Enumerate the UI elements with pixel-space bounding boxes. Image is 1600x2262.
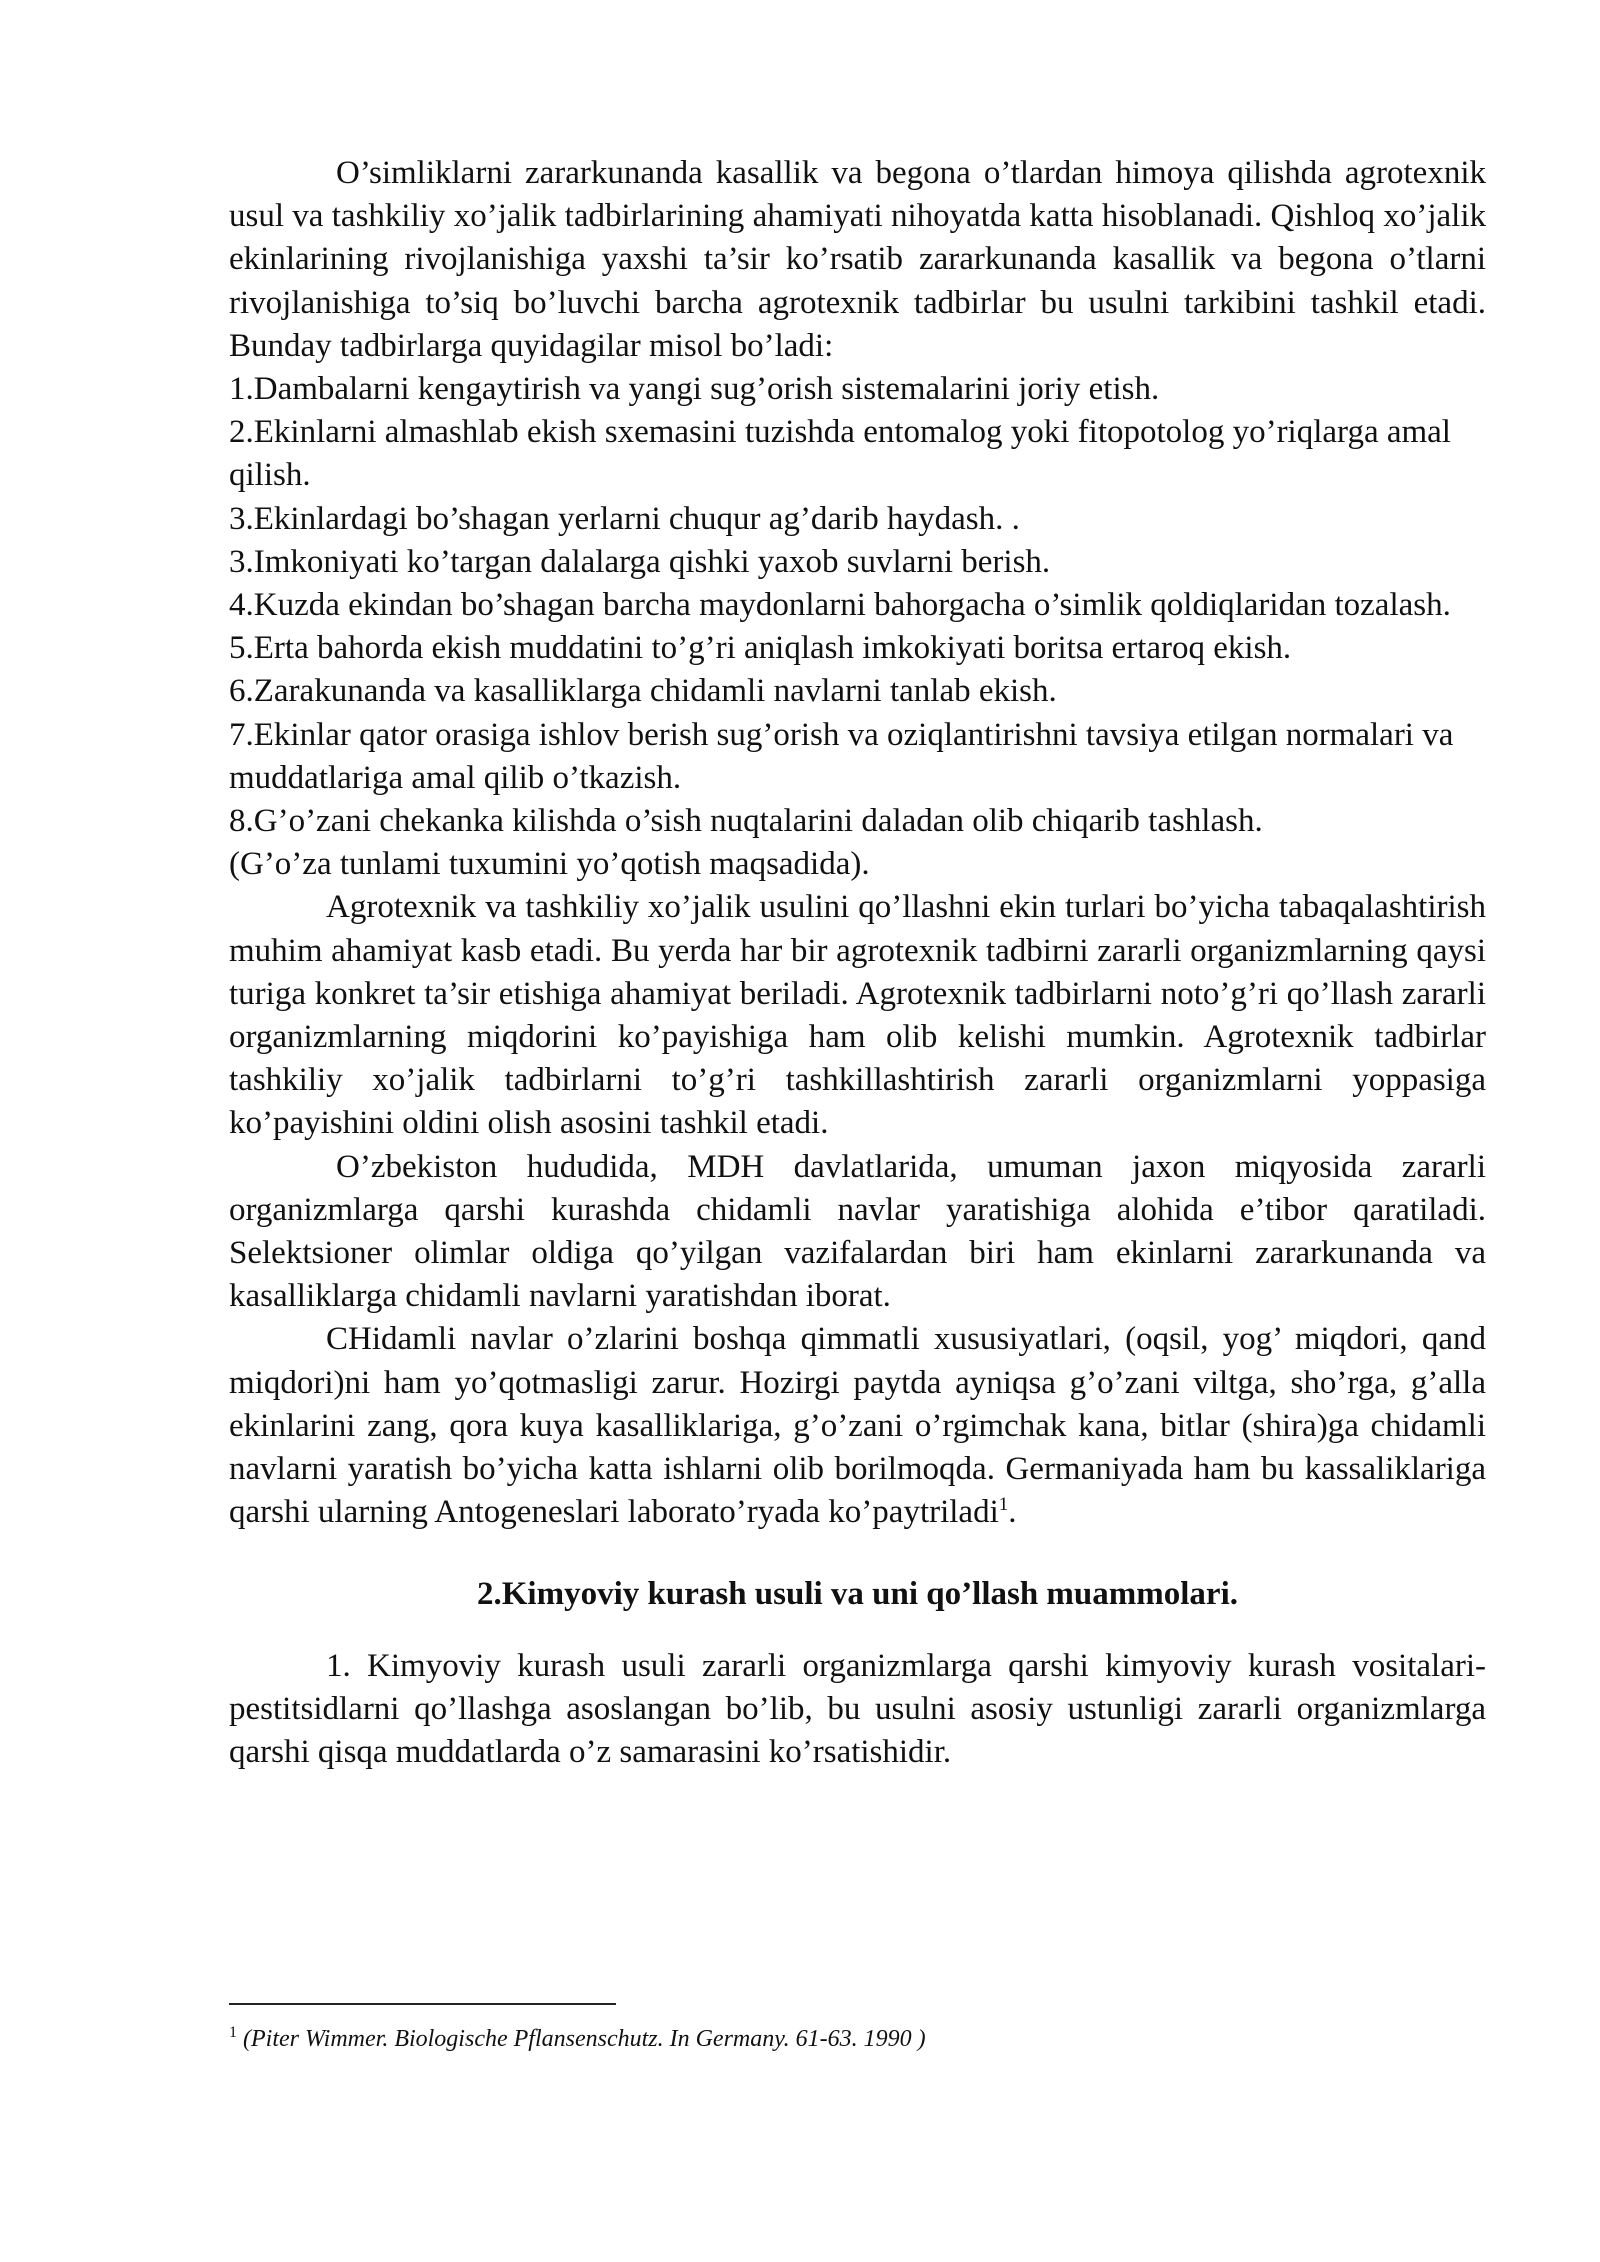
measures-list	[229, 368, 1486, 886]
paragraph-intro: O’simliklarni zararkunanda kasallik va begona o’tlardan himoya qilishda agrotexnik usul va tashkiliy xo’jalik tadbirlarining ahamiyati nihoyatda katta hisoblanadi. Qishloq xo’jalik ekinlarining rivojlanishiga yaxshi ta’sir ko’rsatib zararkunanda kasallik va begona o’tlarni rivojlanishiga to’siq bo’luvchi barcha agrotexnik tadbirlar bu usulni tarkibini tashkil etadi. Bunday tadbirlarga quyidagilar misol bo’ladi:	[229, 155, 1486, 364]
footnote-reference[interactable]: 1	[998, 1494, 1009, 1516]
list-item: 5.Erta bahorda ekish muddatini to’g’ri aniqlash imkokiyati boritsa ertaroq ekish.	[229, 630, 1292, 667]
list-item: 6.Zarakunanda va kasalliklarga chidamli navlarni tanlab ekish.	[229, 673, 1057, 710]
paragraph-text: CHidamli navlar o’zlarini boshqa qimmatli xususiyatlari, (oqsil, yog’ miqdori, qand miqdori)ni ham yo’qotmasligi zarur. Hozirgi paytda ayniqsa g’o’zani viltga, sho’rga, g’alla ekinlarini zang, qora kuya kasalliklariga, g’o’zani o’rgimchak kana, bitlar (shira)ga chidamli navlarni yaratish bo’yicha katta ishlarni olib borilmoqda. Germaniyada ham bu kassaliklariga qarshi ularning Antogeneslari laborato’ryada ko’paytriladi	[229, 1321, 1486, 1531]
document-body	[229, 152, 1486, 1774]
paragraph-chemical-method: 1. Kimyoviy kurash usuli zararli organizmlarga qarshi kimyoviy kurash vositalari-pestitsidlarni qo’llashga asoslangan bo’lib, bu usulni asosiy ustunligi zararli organizmlarga qarshi qisqa muddatlarda o’z samarasini ko’rsatishidir.	[229, 1647, 1486, 1771]
list-item: 4.Kuzda ekindan bo’shagan barcha maydonlarni bahorgacha o’simlik qoldiqlaridan tozalash.	[229, 587, 1451, 624]
paragraph-uzbekistan: O’zbekiston hududida, MDH davlatlarida, umuman jaxon miqyosida zararli organizmlarga qarshi kurashda chidamli navlar yaratishiga alohida e’tibor qaratiladi. Selektsioner olimlar oldiga qo’yilgan vazifalardan biri ham ekinlarni zararkunanda va kasalliklarga chidamli navlarni yaratishdan iborat.	[229, 1148, 1486, 1315]
list-item: 1.Dambalarni kengaytirish va yangi sug’orish sistemalarini joriy etish.	[229, 371, 1160, 408]
list-item: 3.Imkoniyati ko’targan dalalarga qishki yaxob suvlarni berish.	[229, 543, 1051, 580]
footnote	[229, 2024, 1486, 2054]
footnote-divider	[229, 2003, 616, 2005]
section-heading: 2.Kimyoviy kurash usuli va uni qo’llash muammolari.	[477, 1575, 1238, 1612]
paragraph-end: .	[1008, 1494, 1017, 1531]
list-item: 7.Ekinlar qator orasiga ishlov berish sug’orish va oziqlantirishni tavsiya etilgan normalari va muddatlariga amal qilib o’tkazish.	[229, 716, 1454, 796]
footnote-text: (Piter Wimmer. Biologische Pflansenschutz. In Germany. 61-63. 1990 )	[243, 2026, 926, 2052]
list-item: (G’o’za tunlami tuxumini yo’qotish maqsadida).	[229, 846, 870, 883]
list-item: 8.G’o’zani chekanka kilishda o’sish nuqtalarini daladan olib chiqarib tashlash.	[229, 803, 1263, 840]
list-item: 3.Ekinlardagi bo’shagan yerlarni chuqur ag’darib haydash. .	[229, 500, 1020, 537]
paragraph-resistant-varieties	[229, 1318, 1486, 1534]
paragraph-agrotechnical: Agrotexnik va tashkiliy xo’jalik usulini qo’llashni ekin turlari bo’yicha tabaqalashtirish muhim ahamiyat kasb etadi. Bu yerda har bir agrotexnik tadbirni zararli organizmlarning qaysi turiga konkret ta’sir etishiga ahamiyat beriladi. Agrotexnik tadbirlarni noto’g’ri qo’llash zararli organizmlarning miqdorini ko’payishiga ham olib kelishi mumkin. Agrotexnik tadbirlar tashkiliy xo’jalik tadbirlarni to’g’ri tashkillashtirish zararli organizmlarni yoppasiga ko’payishini oldini olish asosini tashkil etadi.	[229, 889, 1486, 1142]
list-item: 2.Ekinlarni almashlab ekish sxemasini tuzishda entomalog yoki fitopotolog yo’riqlarga amal qilish.	[229, 414, 1451, 494]
footnote-marker: 1	[229, 2024, 237, 2041]
